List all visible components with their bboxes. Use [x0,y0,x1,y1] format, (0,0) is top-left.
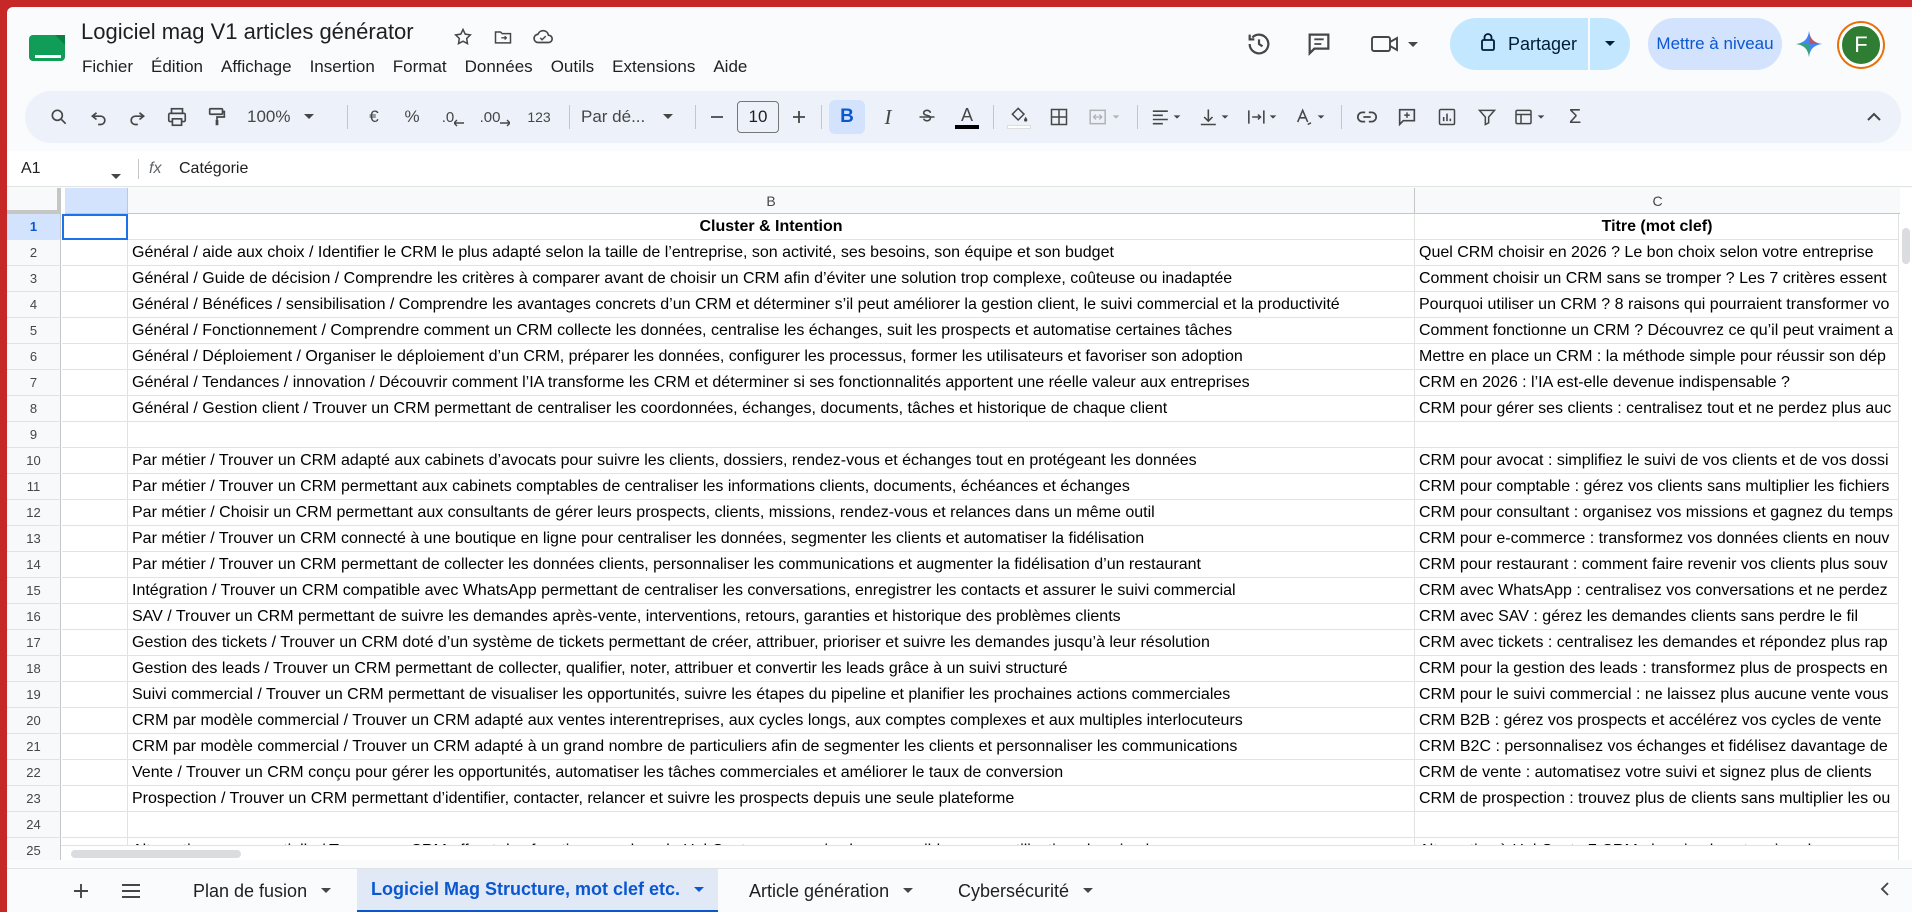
cell-c[interactable]: CRM pour gérer ses clients : centralisez tout et ne perdez plus auc [1415,396,1900,422]
menu-edition[interactable]: Édition [151,57,203,76]
table-row [7,734,1912,760]
gemini-sparkle-icon[interactable] [1794,29,1824,59]
increase-decimal-label: .00 [479,108,501,126]
cell-a[interactable] [62,448,128,474]
active-cell-selection[interactable] [62,214,128,240]
menu-insertion[interactable]: Insertion [309,57,375,76]
row-header[interactable]: 11 [7,474,61,500]
cell-b[interactable]: Intégration / Trouver un CRM compatible avec WhatsApp permettant de centraliser les conversations, enregistrer les contacts et assurer le suivi commercial [128,578,1415,604]
sheet-tab-label: Article génération [749,880,890,901]
chevron-down-icon [694,887,704,893]
column-header-b[interactable]: B [128,188,1415,214]
row-header[interactable]: 4 [7,292,61,318]
version-history-icon[interactable] [1239,24,1279,64]
select-all-corner[interactable] [7,188,61,214]
cell-a[interactable] [62,552,128,578]
cell-c[interactable]: CRM pour comptable : gérez vos clients sans multiplier les fichiers [1415,474,1900,500]
sheet-tab[interactable] [357,869,718,912]
cell-c[interactable]: CRM pour e-commerce : transformez vos données clients en nouv [1415,526,1900,552]
spreadsheet-grid[interactable] [7,188,1912,860]
add-sheet-icon[interactable] [63,875,99,907]
cell-b[interactable]: CRM par modèle commercial / Trouver un CRM adapté aux ventes interentreprises, aux cycles longs, aux comptes complexes et aux multiples interlocuteurs [128,708,1415,734]
cell-b[interactable]: Général / Déploiement / Organiser le déploiement d’un CRM, préparer les données, configurer les processus, former les utilisateurs et favoriser son adoption [128,344,1415,370]
star-icon[interactable] [447,21,479,53]
cell-a[interactable] [62,370,128,396]
percent-format-button[interactable]: % [404,107,420,126]
cell-a[interactable] [62,240,128,266]
cell-c[interactable]: CRM de prospection : trouvez plus de clients sans multiplier les ou [1415,786,1900,812]
cell-c[interactable]: CRM pour le suivi commercial : ne laissez plus aucune vente vous [1415,682,1900,708]
row-header[interactable]: 10 [7,448,61,474]
chevron-down-icon [304,114,314,120]
cell-a[interactable] [62,734,128,760]
vertical-scrollbar[interactable] [1898,214,1912,860]
cell-b[interactable]: Par métier / Trouver un CRM adapté aux cabinets d’avocats pour suivre les clients, dossiers, rendez-vous et échanges tout en protégeant les données [128,448,1415,474]
italic-button[interactable]: I [884,104,892,129]
cell-b[interactable]: Général / Fonctionnement / Comprendre comment un CRM collecte les données, centralise les échanges, suit les prospects et automatise certaines tâches [128,318,1415,344]
redo-icon[interactable] [119,91,155,143]
row-header[interactable]: 25 [7,838,61,860]
cell-b[interactable]: Général / Guide de décision / Comprendre les critères à comparer avant de choisir un CRM afin d’éviter une solution trop complexe, coûteuse ou inadaptée [128,266,1415,292]
meet-video-icon[interactable] [1367,24,1427,64]
bold-button[interactable]: B [829,100,865,134]
cell-c[interactable]: Pourquoi utiliser un CRM ? 8 raisons qui pourraient transformer vo [1415,292,1900,318]
menu-format[interactable]: Format [392,57,447,76]
cell-b[interactable]: CRM par modèle commercial / Trouver un CRM adapté à un grand nombre de particuliers afin de segmenter les clients et personnaliser les communications [128,734,1415,760]
menu-bar [81,55,756,79]
row-header[interactable]: 12 [7,500,61,526]
row-header[interactable]: 20 [7,708,61,734]
cell-c[interactable]: CRM pour avocat : simplifiez le suivi de vos clients et de vos dossi [1415,448,1900,474]
toolbar [25,91,1901,143]
cell-a[interactable] [62,526,128,552]
row-header[interactable]: 18 [7,656,61,682]
cell-c[interactable] [1415,422,1900,448]
table-row [7,318,1912,344]
cell-a[interactable] [62,344,128,370]
borders-icon[interactable] [1041,91,1077,143]
sheets-logo-icon[interactable] [27,27,69,69]
sheet-tab[interactable] [179,869,345,912]
lock-icon [1480,32,1496,57]
insert-comment-icon[interactable] [1389,91,1425,143]
search-menus-icon[interactable] [41,91,77,143]
decrease-decimal-button[interactable] [435,91,471,143]
number-format-button[interactable]: 123 [527,109,551,125]
table-row [7,526,1912,552]
cell-c[interactable]: CRM avec WhatsApp : centralisez vos conversations et ne perdez [1415,578,1900,604]
table-row [7,448,1912,474]
table-row [7,370,1912,396]
chevron-down-icon [903,888,913,894]
cell-c[interactable]: CRM pour restaurant : comment faire revenir vos clients plus souv [1415,552,1900,578]
cell-b[interactable]: Général / Bénéfices / sensibilisation / Comprendre les avantages concrets d’un CRM et déterminer s’il peut améliorer la gestion client, le suivi commercial et la productivité [128,292,1415,318]
text-color-label: A [960,104,973,125]
cell-a[interactable] [62,760,128,786]
sheet-tab[interactable] [944,869,1107,912]
formula-input[interactable]: Catégorie [179,160,249,177]
table-row [7,474,1912,500]
functions-button[interactable]: Σ [1568,105,1582,128]
horizontal-align-icon[interactable] [1145,91,1189,143]
table-row [7,292,1912,318]
row-header[interactable]: 13 [7,526,61,552]
cloud-saved-icon[interactable] [527,21,559,53]
cell-a[interactable] [62,500,128,526]
cell-c[interactable]: CRM B2C : personnalisez vos échanges et fidélisez davantage de [1415,734,1900,760]
strikethrough-icon[interactable] [909,91,945,143]
row-header[interactable]: 8 [7,396,61,422]
row-header[interactable]: 17 [7,630,61,656]
cell-a[interactable] [62,474,128,500]
share-button[interactable] [1450,18,1630,70]
cell-b[interactable]: Vente / Trouver un CRM conçu pour gérer les opportunités, automatiser les tâches commerciales et améliorer le taux de conversion [128,760,1415,786]
column-header-a[interactable] [65,188,128,214]
filter-icon[interactable] [1469,91,1505,143]
zoom-select[interactable] [247,91,331,143]
cell-c[interactable]: Titre (mot clef) [1415,214,1900,240]
cell-b[interactable]: Prospection / Trouver un CRM permettant d’identifier, contacter, relancer et suivre les prospects depuis une seule plateforme [128,786,1415,812]
sheet-tab-label: Plan de fusion [193,880,308,901]
cell-b[interactable]: SAV / Trouver un CRM permettant de suivre les demandes après-vente, interventions, retours, garanties et historique des problèmes clients [128,604,1415,630]
cell-b[interactable]: Cluster & Intention [128,214,1415,240]
cell-a[interactable] [62,708,128,734]
cell-b[interactable]: Général / Tendances / innovation / Découvrir comment l’IA transforme les CRM et déterminer si ses fonctionnalités apportent une réelle valeur aux entreprises [128,370,1415,396]
text-wrapping-icon[interactable] [1241,91,1285,143]
table-row [7,604,1912,630]
cell-b[interactable]: Par métier / Trouver un CRM connecté à une boutique en ligne pour centraliser les données, segmenter les clients et automatiser la fidélisation [128,526,1415,552]
cell-c[interactable]: CRM de vente : automatisez votre suivi et signez plus de clients [1415,760,1900,786]
arrow-right-icon [500,119,510,127]
row-header[interactable]: 19 [7,682,61,708]
cell-b[interactable] [128,812,1415,838]
formula-bar [7,151,1912,187]
text-color-swatch [955,125,979,129]
sheet-tab-label: Logiciel Mag Structure, mot clef etc. [371,879,681,899]
table-row [7,396,1912,422]
row-header[interactable]: 21 [7,734,61,760]
document-title[interactable]: Logiciel mag V1 articles générator [81,19,414,44]
print-icon[interactable] [159,91,195,143]
name-box-chevron-down-icon[interactable] [111,167,121,185]
row-header[interactable]: 2 [7,240,61,266]
row-header[interactable]: 23 [7,786,61,812]
cell-c[interactable]: CRM pour consultant : organisez vos missions et gagnez du temps [1415,500,1900,526]
cell-c[interactable]: CRM B2B : gérez vos prospects et accélérez vos cycles de vente [1415,708,1900,734]
cell-b[interactable]: Par métier / Trouver un CRM permettant aux cabinets comptables de centraliser les informations clients, documents, échéances et échanges [128,474,1415,500]
font-family-select[interactable] [581,91,687,143]
cell-b[interactable]: Par métier / Choisir un CRM permettant aux consultants de gérer leurs prospects, clients, missions, rendez-vous et relances dans un même outil [128,500,1415,526]
cell-c[interactable]: Comment choisir un CRM sans se tromper ? Les 7 critères essent [1415,266,1900,292]
row-header[interactable]: 16 [7,604,61,630]
table-row [7,812,1912,838]
table-row [7,578,1912,604]
table-row [7,786,1912,812]
cell-b[interactable]: Suivi commercial / Trouver un CRM permettant de visualiser les opportunités, suivre les étapes du pipeline et planifier les prochaines actions commerciales [128,682,1415,708]
cell-b[interactable]: Gestion des tickets / Trouver un CRM doté d’un système de tickets permettant de créer, attribuer, prioriser et suivre les demandes jusqu’à leur résolution [128,630,1415,656]
font-size-input[interactable]: 10 [737,101,779,133]
chevron-down-icon [663,114,673,120]
text-color-button[interactable] [949,91,985,143]
horizontal-scroll-thumb[interactable] [71,850,241,858]
table-row [7,656,1912,682]
vertical-scroll-thumb[interactable] [1902,228,1910,264]
cell-b[interactable] [128,422,1415,448]
increase-font-size-icon[interactable] [785,91,813,143]
table-row [7,422,1912,448]
paint-format-icon[interactable] [199,91,235,143]
table-row [7,500,1912,526]
row-header[interactable]: 22 [7,760,61,786]
sheet-tabs-bar [7,868,1912,912]
share-label: Partager [1508,33,1578,54]
arrow-left-icon [454,119,464,127]
cell-b[interactable]: Par métier / Trouver un CRM permettant de collecter les données clients, personnaliser les communications et augmenter la fidélisation d’un restaurant [128,552,1415,578]
column-header-c[interactable]: C [1415,188,1900,214]
move-folder-icon[interactable] [487,21,519,53]
cell-c[interactable]: CRM avec SAV : gérez les demandes clients sans perdre le fil [1415,604,1900,630]
tabs-scroll-left-chevron-icon[interactable] [1880,881,1890,902]
comments-icon[interactable] [1299,24,1339,64]
row-header[interactable]: 7 [7,370,61,396]
collapse-toolbar-chevron-icon[interactable] [1859,91,1889,143]
font-family-value: Par dé... [581,107,646,126]
table-row [7,240,1912,266]
insert-link-icon[interactable] [1349,91,1385,143]
share-dropdown-chevron-icon[interactable] [1590,40,1630,48]
row-header[interactable]: 15 [7,578,61,604]
account-avatar[interactable]: F [1839,23,1883,67]
insert-chart-icon[interactable] [1429,91,1465,143]
cell-a[interactable] [62,786,128,812]
menu-fichier[interactable]: Fichier [82,57,134,76]
row-header[interactable]: 1 [7,214,61,240]
row-header[interactable]: 3 [7,266,61,292]
cell-b[interactable]: Gestion des leads / Trouver un CRM permettant de collecter, qualifier, noter, attribuer et convertir les leads grâce à un suivi structuré [128,656,1415,682]
all-sheets-menu-icon[interactable] [113,875,149,907]
cell-c[interactable]: Quel CRM choisir en 2026 ? Le bon choix selon votre entreprise [1415,240,1900,266]
table-row [7,682,1912,708]
table-row [7,708,1912,734]
menu-extensions[interactable]: Extensions [612,57,696,76]
cell-a[interactable] [62,812,128,838]
cell-a[interactable] [62,604,128,630]
name-box[interactable]: A1 [21,160,41,177]
filter-views-icon[interactable] [1509,91,1553,143]
chevron-down-icon [321,888,331,894]
horizontal-scrollbar[interactable] [61,845,1898,860]
paint-bucket-icon [1009,106,1029,124]
sheet-tab[interactable] [735,869,927,912]
text-rotation-icon[interactable] [1289,91,1333,143]
cell-a[interactable] [62,578,128,604]
merge-cells-icon[interactable] [1081,91,1131,143]
sheets-app [7,7,1912,912]
cell-b[interactable]: Général / Gestion client / Trouver un CRM permettant de centraliser les coordonnées, échanges, documents, tâches et historique de chaque client [128,396,1415,422]
table-row [7,760,1912,786]
table-row [7,552,1912,578]
fx-icon: fx [149,160,162,177]
row-header[interactable]: 9 [7,422,61,448]
menu-affichage[interactable]: Affichage [221,57,292,76]
row-header[interactable]: 5 [7,318,61,344]
table-row [7,344,1912,370]
row-header[interactable]: 24 [7,812,61,838]
menu-aide[interactable]: Aide [713,57,748,76]
cell-a[interactable] [62,318,128,344]
cell-a[interactable] [62,682,128,708]
row-header[interactable]: 6 [7,344,61,370]
zoom-value: 100% [247,107,291,126]
decrease-font-size-icon[interactable] [703,91,731,143]
row-header[interactable]: 14 [7,552,61,578]
cell-a[interactable] [62,292,128,318]
cell-a[interactable] [62,266,128,292]
upgrade-button[interactable]: Mettre à niveau [1648,18,1782,70]
cell-c[interactable] [1415,812,1900,838]
cell-a[interactable] [62,630,128,656]
fill-color-button[interactable] [1001,91,1037,143]
cell-b[interactable]: Général / aide aux choix / Identifier le CRM le plus adapté selon la taille de l’entreprise, son activité, ses besoins, son équipe et son budget [128,240,1415,266]
chevron-down-icon [1083,888,1093,894]
cell-c[interactable]: CRM avec tickets : centralisez les demandes et répondez plus rap [1415,630,1900,656]
fill-color-swatch [1007,125,1031,129]
vertical-align-icon[interactable] [1193,91,1237,143]
increase-decimal-button[interactable] [475,91,515,143]
cell-a[interactable] [62,656,128,682]
currency-format-button[interactable]: € [369,107,379,126]
cell-a[interactable] [62,396,128,422]
cell-c[interactable]: CRM en 2026 : l’IA est-elle devenue indispensable ? [1415,370,1900,396]
undo-icon[interactable] [81,91,117,143]
cell-a[interactable] [62,422,128,448]
decrease-decimal-label: .0 [441,108,455,126]
cell-c[interactable]: Comment fonctionne un CRM ? Découvrez ce qu’il peut vraiment a [1415,318,1900,344]
table-row [7,214,1912,240]
cell-c[interactable]: CRM pour la gestion des leads : transformez plus de prospects en [1415,656,1900,682]
menu-outils[interactable]: Outils [550,57,595,76]
sheet-tab-label: Cybersécurité [958,880,1070,901]
cell-c[interactable]: Mettre en place un CRM : la méthode simple pour réussir son dép [1415,344,1900,370]
menu-donnees[interactable]: Données [464,57,533,76]
table-row [7,630,1912,656]
table-row [7,266,1912,292]
